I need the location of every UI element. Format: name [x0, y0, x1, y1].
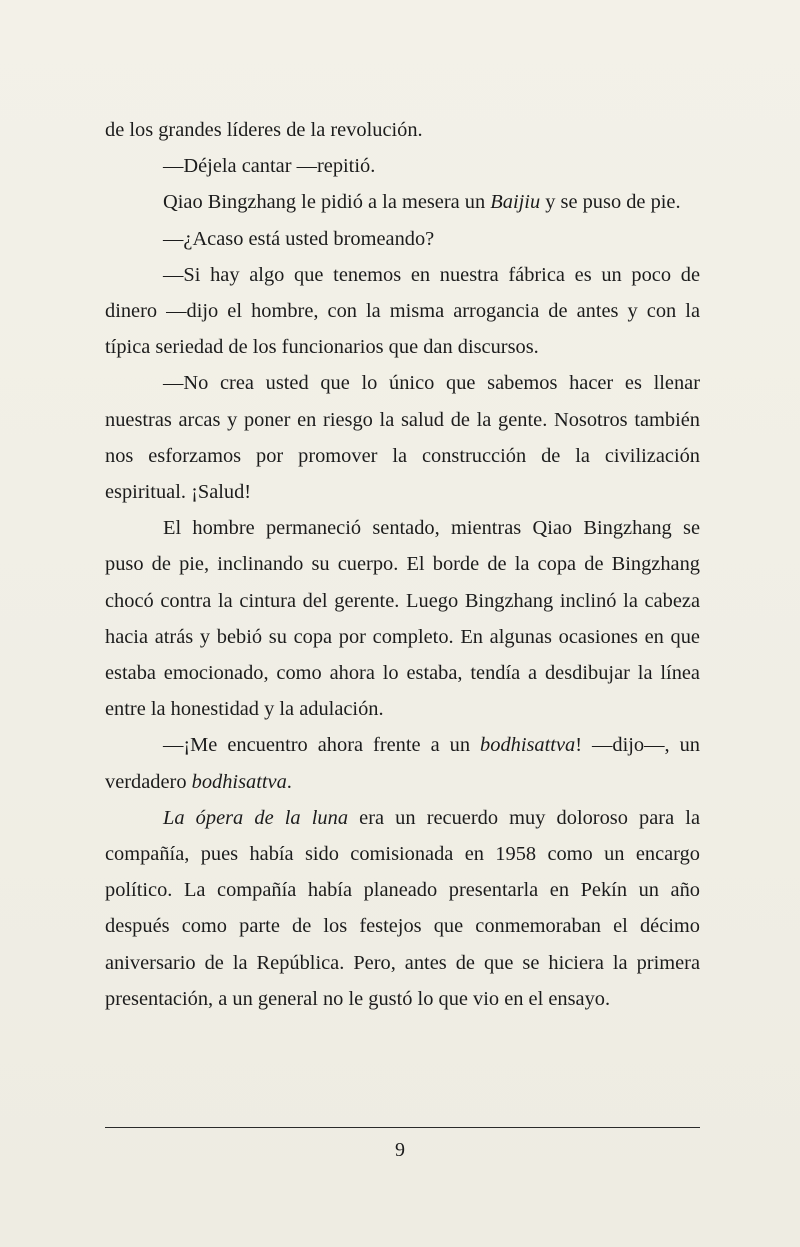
text-run: Qiao Bingzhang le pidió a la mesera un [163, 191, 491, 214]
italic-text-run: Baijiu [490, 191, 541, 214]
text-run: ! —dijo—, un verdadero [105, 734, 700, 793]
paragraph [105, 510, 700, 727]
text-run: era un recuerdo muy doloroso para la compañía, pues había sido comisionada en 1958 como un encargo político. La compañía había planeado presentarla en Pekín un año después como parte de los festejos que conmemoraban el décimo aniversario de la República. Pero, antes de que se hiciera la primera presentación, a un general no le gustó lo que vio en el ensayo. [105, 806, 700, 1010]
paragraph [105, 112, 700, 148]
paragraph [105, 727, 700, 799]
text-run: . [286, 770, 292, 793]
text-run: —¿Acaso está usted bromeando? [163, 227, 435, 250]
italic-text-run: bodhisattva [191, 770, 287, 793]
italic-text-run: La ópera de la luna [163, 806, 349, 829]
paragraph [105, 148, 700, 184]
text-run: —Si hay algo que tenemos en nuestra fábrica es un poco de dinero —dijo el hombre, con la misma arrogancia de antes y con la típica seriedad de los funcionarios que dan discursos. [105, 263, 700, 359]
page-number: 9 [395, 1139, 405, 1161]
paragraph [105, 365, 700, 510]
italic-text-run: bodhisattva [480, 734, 576, 757]
paragraph [105, 221, 700, 257]
body-text [105, 112, 700, 1017]
paragraph [105, 184, 700, 220]
paragraph [105, 800, 700, 1017]
text-run: —¡Me encuentro ahora frente a un [163, 734, 481, 757]
text-run: —Déjela cantar —repitió. [163, 155, 376, 178]
paragraph [105, 257, 700, 366]
text-run: —No crea usted que lo único que sabemos hacer es llenar nuestras arcas y poner en riesgo la salud de la gente. Nosotros también nos esforzamos por promover la construcción de la civilización espiritual. ¡Salud! [105, 372, 700, 504]
text-run: y se puso de pie. [540, 191, 681, 214]
text-run: El hombre permaneció sentado, mientras Qiao Bingzhang se puso de pie, inclinando su cuerpo. El borde de la copa de Bingzhang chocó contra la cintura del gerente. Luego Bingzhang inclinó la cabeza hacia atrás y bebió su copa por completo. En algunas ocasiones en que estaba emocionado, como ahora lo estaba, tendía a desdibujar la línea entre la honestidad y la adulación. [105, 517, 700, 721]
footer-rule [105, 1127, 700, 1128]
text-run: de los grandes líderes de la revolución. [105, 119, 423, 141]
